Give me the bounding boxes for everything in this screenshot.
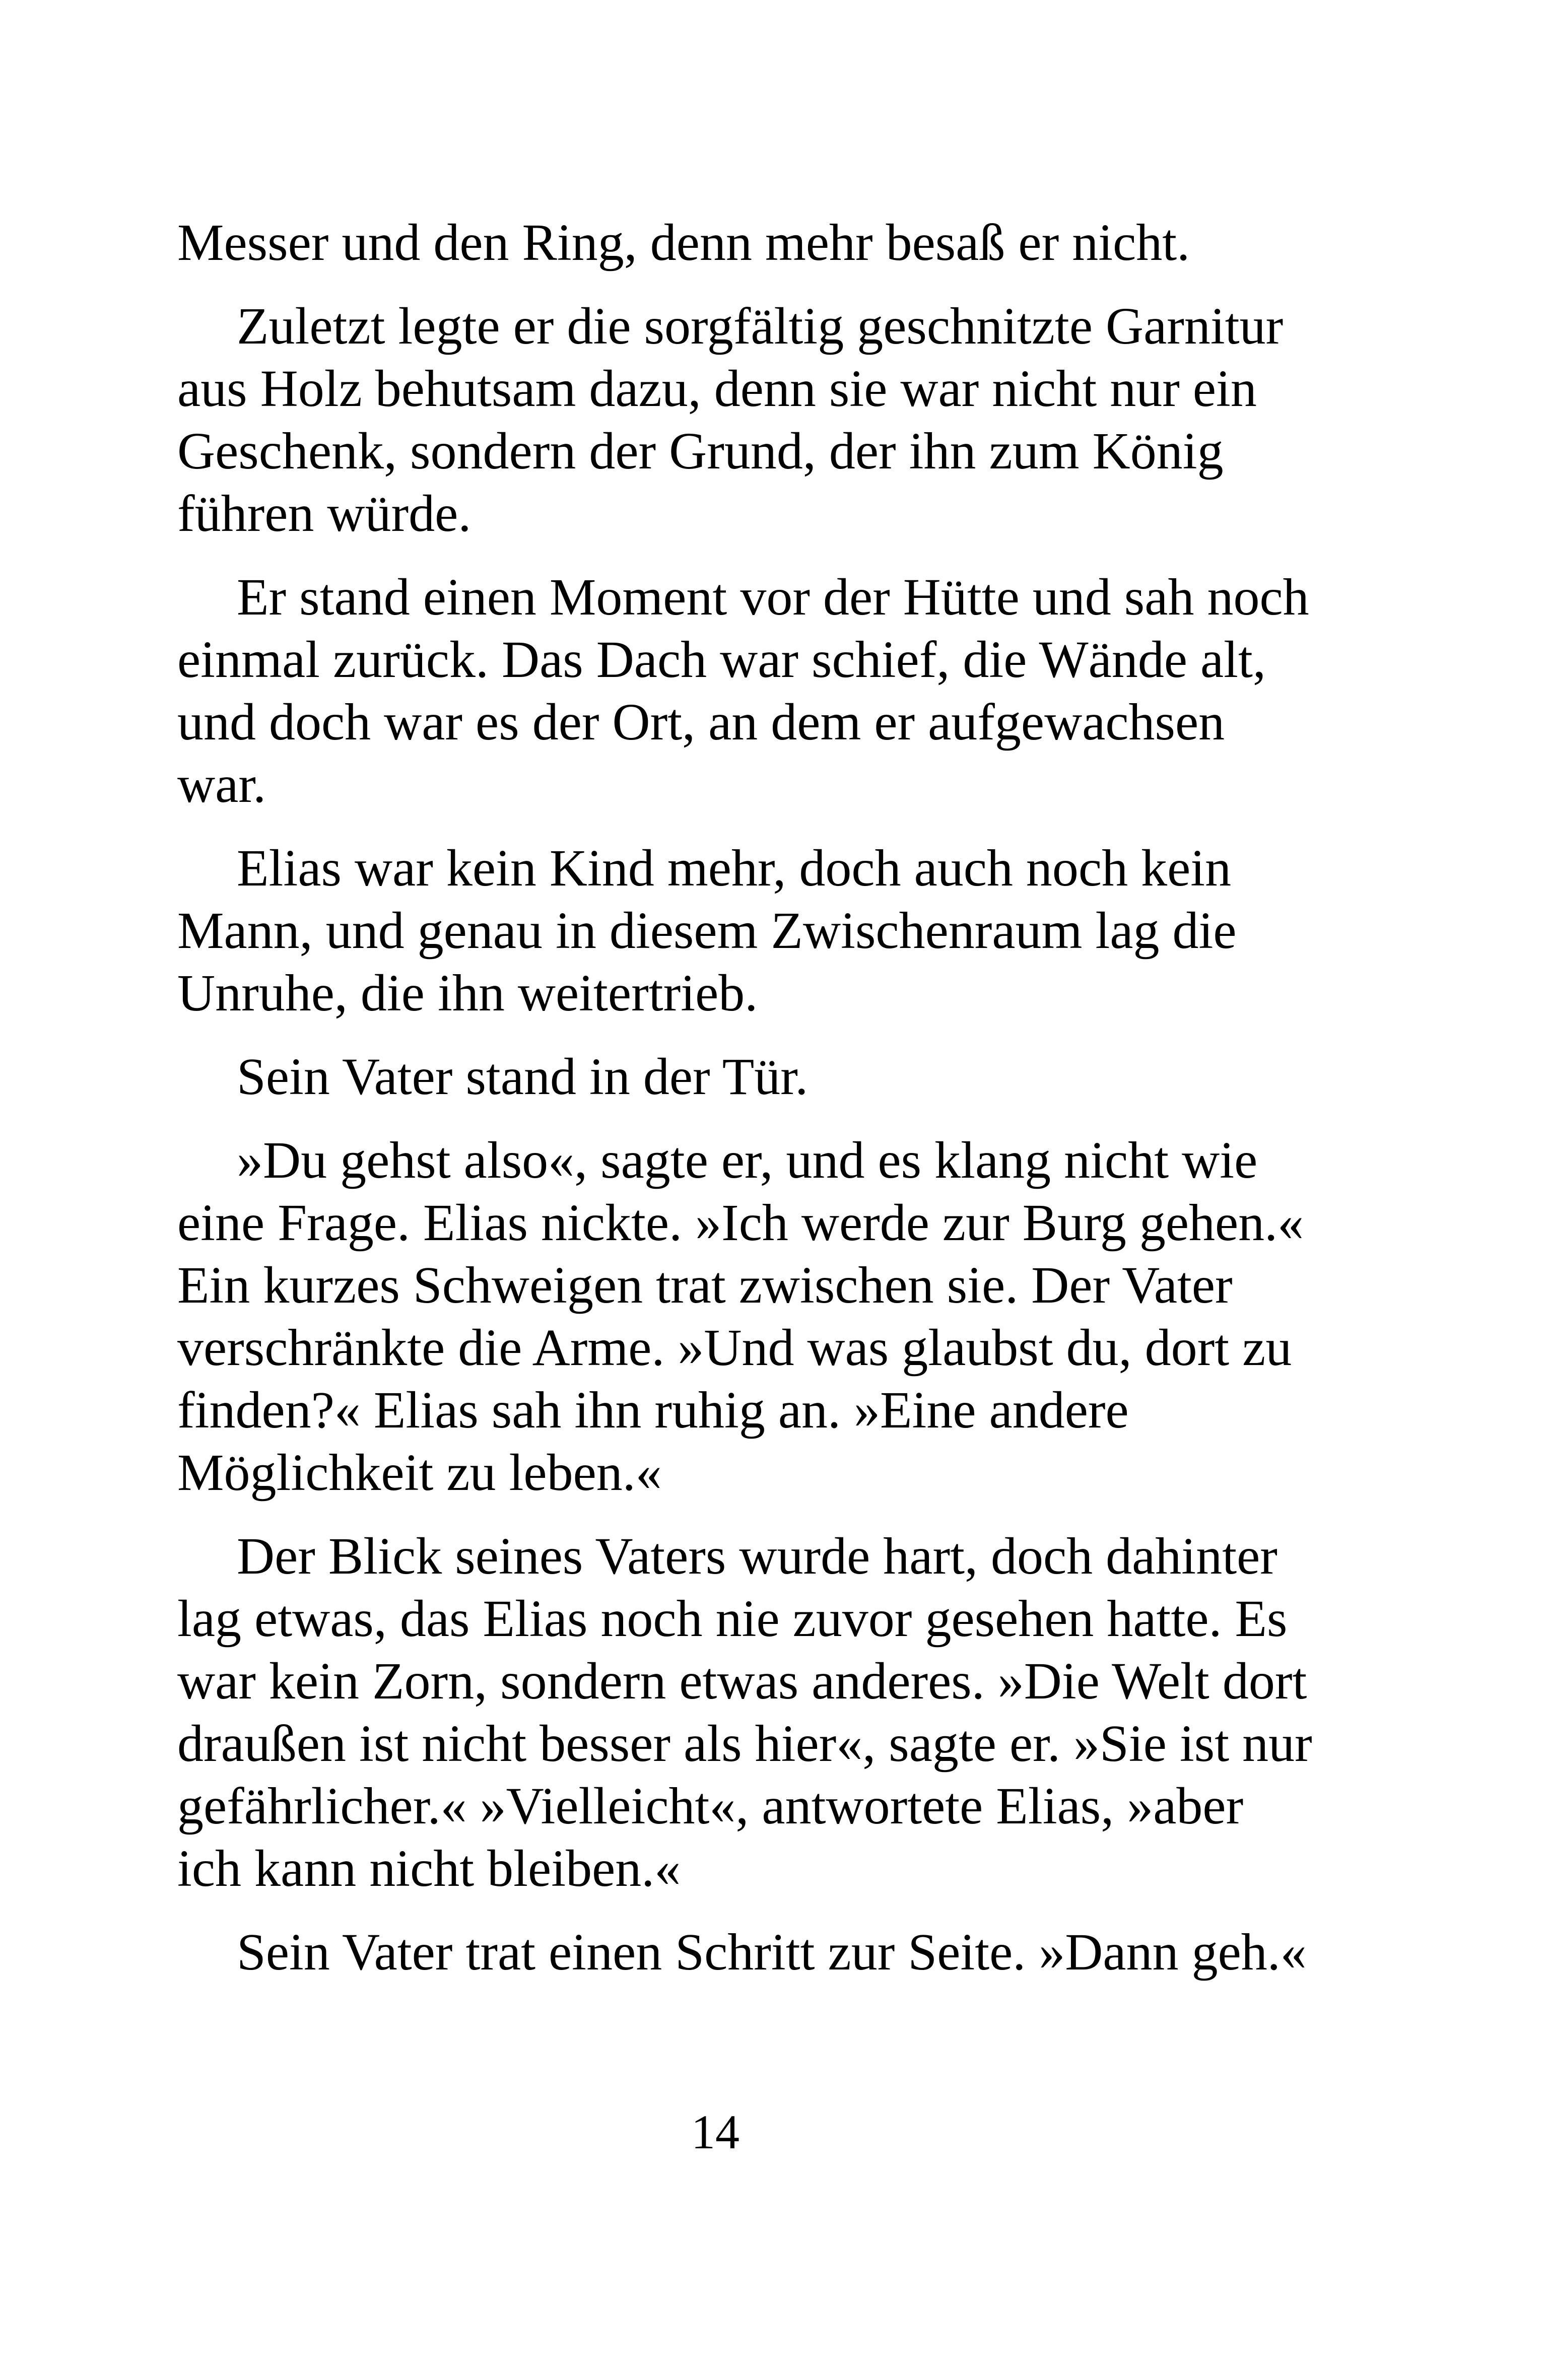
text-line: »Du gehst also«, sagte er, und es klang nicht wie [237, 1131, 1258, 1189]
paragraph [177, 1525, 1356, 1900]
text-line: Ein kurzes Schweigen trat zwischen sie. Der Vater [177, 1256, 1233, 1314]
text-line: einmal zurück. Das Dach war schief, die Wände alt, [177, 631, 1266, 689]
text-line: Unruhe, die ihn weitertrieb. [177, 964, 758, 1022]
text-line: gefährlicher.« »Vielleicht«, antwortete Elias, »aber [177, 1777, 1244, 1835]
paragraph [177, 566, 1356, 816]
paragraph [177, 1129, 1356, 1504]
text-line: eine Frage. Elias nickte. »Ich werde zur Burg gehen.« [177, 1194, 1304, 1252]
text-line: Der Blick seines Vaters wurde hart, doch dahinter [237, 1527, 1277, 1585]
paragraph [177, 837, 1356, 1025]
text-line: war. [177, 756, 266, 813]
text-line: Geschenk, sondern der Grund, der ihn zum König [177, 422, 1224, 480]
text-line: Möglichkeit zu leben.« [177, 1444, 662, 1502]
text-line: lag etwas, das Elias noch nie zuvor gesehen hatte. Es [177, 1590, 1288, 1648]
text-line: verschränkte die Arme. »Und was glaubst du, dort zu [177, 1319, 1292, 1377]
text-line: Er stand einen Moment vor der Hütte und sah noch [237, 568, 1309, 626]
paragraph [177, 1921, 1356, 1984]
text-line: Zuletzt legte er die sorgfältig geschnitzte Garnitur [237, 297, 1284, 355]
page-number: 14 [691, 2105, 739, 2159]
text-line: Messer und den Ring, denn mehr besaß er nicht. [177, 214, 1190, 271]
text-line: ich kann nicht bleiben.« [177, 1840, 681, 1897]
body-text [177, 212, 1356, 2005]
text-line: Sein Vater stand in der Tür. [237, 1048, 809, 1106]
paragraph [177, 212, 1356, 274]
text-line: Elias war kein Kind mehr, doch auch noch kein [237, 839, 1232, 897]
text-line: draußen ist nicht besser als hier«, sagte er. »Sie ist nur [177, 1715, 1312, 1773]
text-line: Mann, und genau in diesem Zwischenraum lag die [177, 902, 1237, 960]
text-line: war kein Zorn, sondern etwas anderes. »Die Welt dort [177, 1652, 1307, 1710]
text-line: aus Holz behutsam dazu, denn sie war nicht nur ein [177, 360, 1257, 418]
text-line: Sein Vater trat einen Schritt zur Seite. »Dann geh.« [237, 1923, 1307, 1981]
text-line: führen würde. [177, 485, 472, 542]
paragraph [177, 1046, 1356, 1108]
text-line: finden?« Elias sah ihn ruhig an. »Eine andere [177, 1381, 1129, 1439]
text-line: und doch war es der Ort, an dem er aufgewachsen [177, 693, 1225, 751]
paragraph [177, 295, 1356, 545]
